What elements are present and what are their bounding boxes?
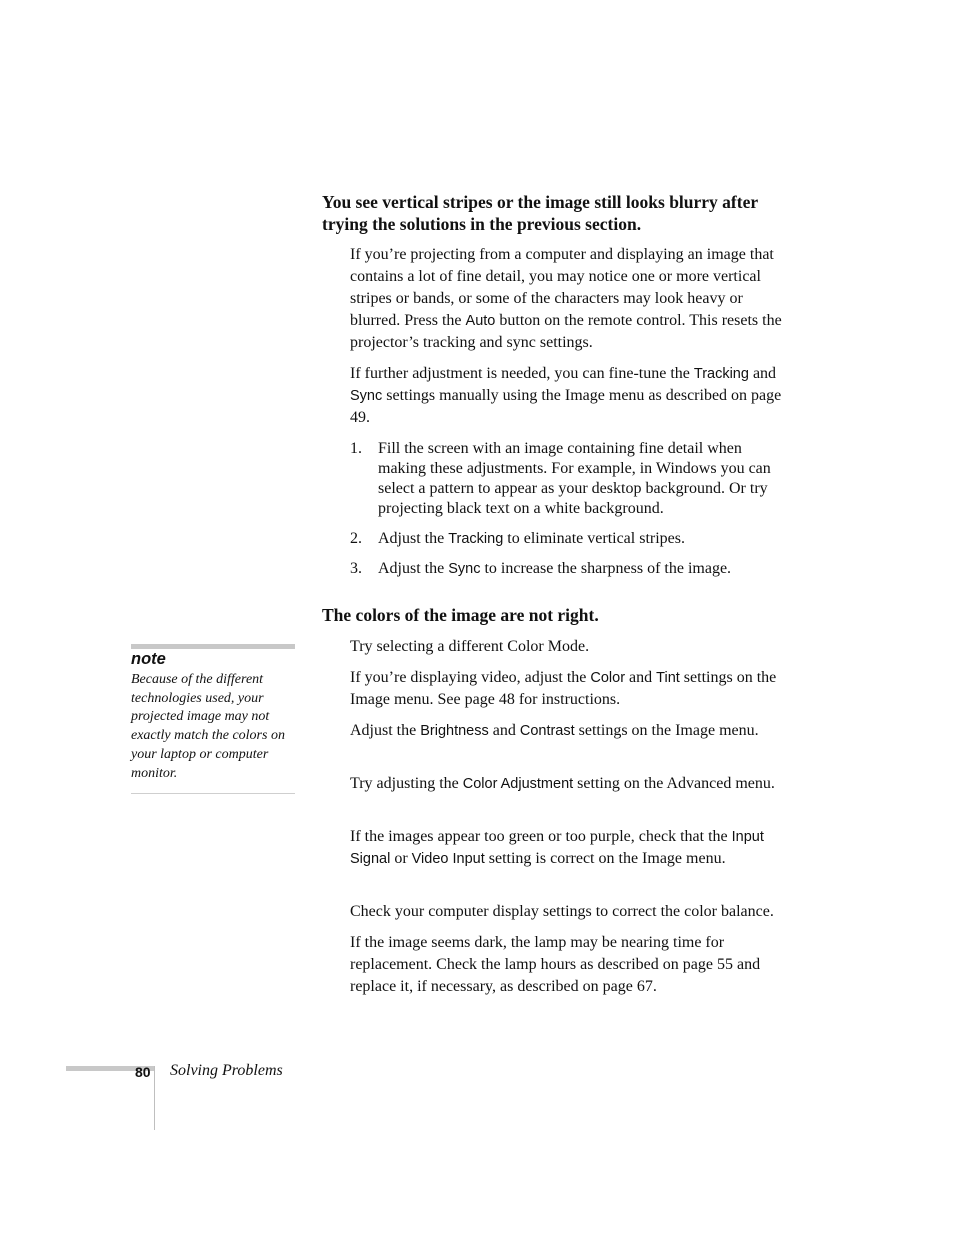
text: Adjust the [378, 530, 449, 547]
paragraph-fine-detail [350, 244, 790, 354]
text: settings on the Image menu. [574, 722, 759, 739]
text: and [625, 669, 657, 686]
ui-term-tint: Tint [656, 670, 680, 686]
step-text: Fill the screen with an image containing fine detail when making these adjustments. For example, in Windows you can select a pattern to appear as your desktop background. Or try projecting black text on a white background. [378, 440, 771, 517]
step-2 [350, 529, 790, 549]
text: If further adjustment is needed, you can fine-tune the [350, 365, 694, 382]
step-number: 3. [350, 560, 362, 577]
ui-term-tracking: Tracking [693, 366, 749, 382]
step-number: 1. [350, 440, 362, 457]
page-number: 80 [135, 1064, 151, 1080]
ui-term-auto: Auto [465, 313, 496, 329]
text: setting on the Advanced menu. [573, 775, 775, 792]
text: button on the remote control. This resets the projector’s tracking and sync settings. [350, 312, 782, 351]
text: and [748, 365, 777, 382]
ui-term-tracking: Tracking [448, 531, 504, 547]
footer-section-name: Solving Problems [170, 1062, 283, 1079]
footer-divider [154, 1066, 155, 1130]
paragraph-color-mode: Try selecting a different Color Mode. [350, 638, 590, 655]
step-1 [350, 439, 790, 519]
note-body: Because of the different technologies used, your projected image may not exactly match the colors on your laptop or computer monitor. [131, 672, 285, 781]
text: and [488, 722, 520, 739]
text: settings manually using the Image menu as described on page 49. [350, 387, 782, 426]
text: Try adjusting the [350, 775, 463, 792]
ui-term-sync: Sync [448, 561, 481, 577]
step-number: 2. [350, 530, 362, 547]
text: If you’re projecting from a computer and displaying an image that contains a lot of fine detail, you may notice one or more vertical stripes or bands, or some of the characters may look heavy or blurred. Press the [350, 246, 774, 329]
paragraph-video-adjust [350, 667, 790, 711]
text: If the images appear too green or too purple, check that the [350, 828, 732, 845]
text: Adjust the [350, 722, 421, 739]
text: to eliminate vertical stripes. [503, 530, 685, 547]
ui-term-input-signal: Input Signal [350, 829, 764, 867]
ui-term-contrast: Contrast [519, 723, 575, 739]
paragraph-green-purple [350, 826, 790, 870]
section-heading-vertical-stripes: You see vertical stripes or the image still looks blurry after trying the solutions in the previous section. [322, 192, 758, 234]
paragraph-brightness-contrast [350, 720, 790, 742]
step-text [378, 529, 790, 549]
note-title: note [131, 650, 166, 668]
text: or [390, 850, 412, 867]
note-top-rule [131, 644, 295, 649]
text: to increase the sharpness of the image. [480, 560, 732, 577]
paragraph-color-adjustment [350, 773, 790, 795]
paragraph-lamp: If the image seems dark, the lamp may be nearing time for replacement. Check the lamp hours as described on page 55 and replace it, if necessary, as described on page 67. [350, 934, 761, 995]
ui-term-video-input: Video Input [411, 851, 485, 867]
ui-term-sync: Sync [350, 388, 383, 404]
note-bottom-rule [131, 793, 295, 794]
ui-term-brightness: Brightness [420, 723, 489, 739]
ui-term-color: Color [590, 670, 626, 686]
text: setting is correct on the Image menu. [484, 850, 726, 867]
ui-term-color-adjustment: Color Adjustment [462, 776, 574, 792]
paragraph-display-settings: Check your computer display settings to correct the color balance. [350, 903, 774, 920]
text: If you’re displaying video, adjust the [350, 669, 591, 686]
section-heading-colors-not-right: The colors of the image are not right. [322, 605, 599, 625]
text: Adjust the [378, 560, 449, 577]
step-text [378, 559, 790, 579]
paragraph-further-adjustment [350, 363, 790, 429]
step-3 [350, 559, 790, 579]
text: settings on the Image menu. See page 48 for instructions. [350, 669, 777, 708]
